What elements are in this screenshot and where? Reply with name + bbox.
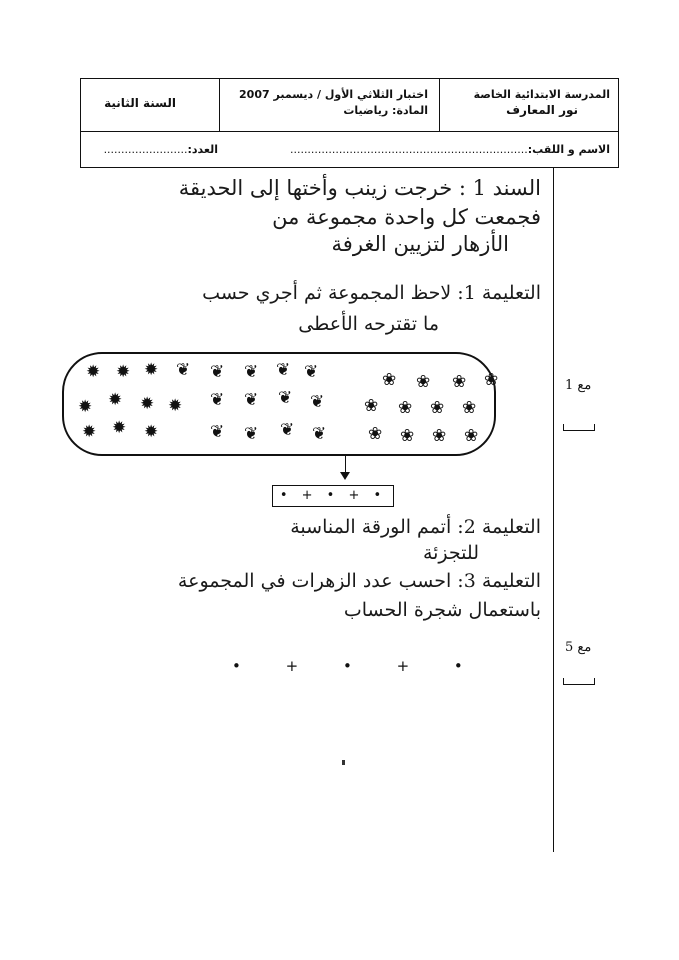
number-label: العدد:........................ bbox=[103, 143, 218, 156]
answer-box[interactable]: • + • + • bbox=[272, 485, 394, 507]
instruction-3: التعليمة 3: احسب عدد الزهرات في المجموعة bbox=[177, 570, 541, 592]
flower-group-3: ❀ bbox=[368, 424, 383, 444]
header-divider bbox=[439, 79, 440, 131]
stray-mark bbox=[342, 760, 345, 765]
flower-group-2: ❦ bbox=[304, 362, 319, 382]
flower-group-1: ✹ bbox=[108, 390, 123, 410]
flower-group-1: ✹ bbox=[116, 362, 131, 382]
score-blank[interactable] bbox=[563, 424, 595, 431]
context-line: السند 1 : خرجت زينب وأختها إلى الحديقة bbox=[178, 176, 541, 200]
header-divider bbox=[219, 79, 220, 131]
instruction-1: التعليمة 1: لاحظ المجموعة ثم أجري حسب bbox=[202, 282, 541, 304]
flower-group-2: ❦ bbox=[276, 360, 291, 380]
flower-group-3: ❀ bbox=[398, 398, 413, 418]
context-line: الأزهار لتزيين الغرفة bbox=[331, 232, 509, 256]
flower-group-2: ❦ bbox=[244, 390, 259, 410]
flower-group-1: ✹ bbox=[140, 394, 155, 414]
flower-group-1: ✹ bbox=[86, 362, 101, 382]
flower-group-2: ❦ bbox=[210, 390, 225, 410]
score-blank[interactable] bbox=[563, 678, 595, 685]
instruction-2-cont: للتجزئة bbox=[422, 542, 479, 564]
flower-group-2: ❦ bbox=[210, 422, 225, 442]
flower-group-3: ❀ bbox=[430, 398, 445, 418]
flower-group-2: ❦ bbox=[280, 420, 295, 440]
flower-group-2: ❦ bbox=[278, 388, 293, 408]
flower-group-1: ✹ bbox=[82, 422, 97, 442]
exam-title: اختبار الثلاثي الأول / ديسمبر 2007 bbox=[239, 88, 428, 101]
flower-group-2: ❦ bbox=[176, 360, 191, 380]
flower-group-3: ❀ bbox=[364, 396, 379, 416]
flower-group-2: ❦ bbox=[244, 424, 259, 444]
instruction-2: التعليمة 2: أتمم الورقة المناسبة bbox=[290, 516, 541, 538]
flower-group-3: ❀ bbox=[452, 372, 467, 392]
flower-group-3: ❀ bbox=[464, 426, 479, 446]
flower-group-3: ❀ bbox=[382, 370, 397, 390]
subject-label: المادة: رياضيات bbox=[343, 104, 428, 117]
context-line: فجمعت كل واحدة مجموعة من bbox=[272, 205, 541, 229]
flower-group-2: ❦ bbox=[210, 362, 225, 382]
score-label: مع 1 bbox=[565, 378, 592, 393]
flower-group-2: ❦ bbox=[310, 392, 325, 412]
flower-group-1: ✹ bbox=[78, 397, 93, 417]
name-label: الاسم و اللقب:.................................................................... bbox=[289, 143, 610, 156]
score-label: مع 5 bbox=[565, 640, 592, 655]
grade-label: السنة الثانية bbox=[104, 96, 176, 110]
school-name: المدرسة الابتدائية الخاصة bbox=[473, 88, 610, 101]
flower-group-2: ❦ bbox=[312, 424, 327, 444]
school-name-2: نور المعارف bbox=[506, 103, 578, 117]
flower-group-3: ❀ bbox=[432, 426, 447, 446]
flower-group-1: ✹ bbox=[144, 422, 159, 442]
header-divider bbox=[81, 131, 618, 132]
arrow-head bbox=[340, 472, 350, 480]
flower-group-1: ✹ bbox=[112, 418, 127, 438]
header-table bbox=[80, 78, 619, 168]
flower-group-2: ❦ bbox=[244, 362, 259, 382]
calculation-expression[interactable]: • + • + • bbox=[232, 657, 483, 675]
margin-line bbox=[553, 168, 554, 852]
instruction-1-cont: ما تقترحه الأعطى bbox=[298, 313, 439, 335]
instruction-3-cont: باستعمال شجرة الحساب bbox=[343, 599, 541, 621]
flower-group-3: ❀ bbox=[462, 398, 477, 418]
flower-group-3: ❀ bbox=[484, 370, 499, 390]
flower-group-1: ✹ bbox=[168, 396, 183, 416]
flower-group-3: ❀ bbox=[416, 372, 431, 392]
flower-group-1: ✹ bbox=[144, 360, 159, 380]
flower-group-3: ❀ bbox=[400, 426, 415, 446]
flower-collection bbox=[62, 352, 499, 456]
